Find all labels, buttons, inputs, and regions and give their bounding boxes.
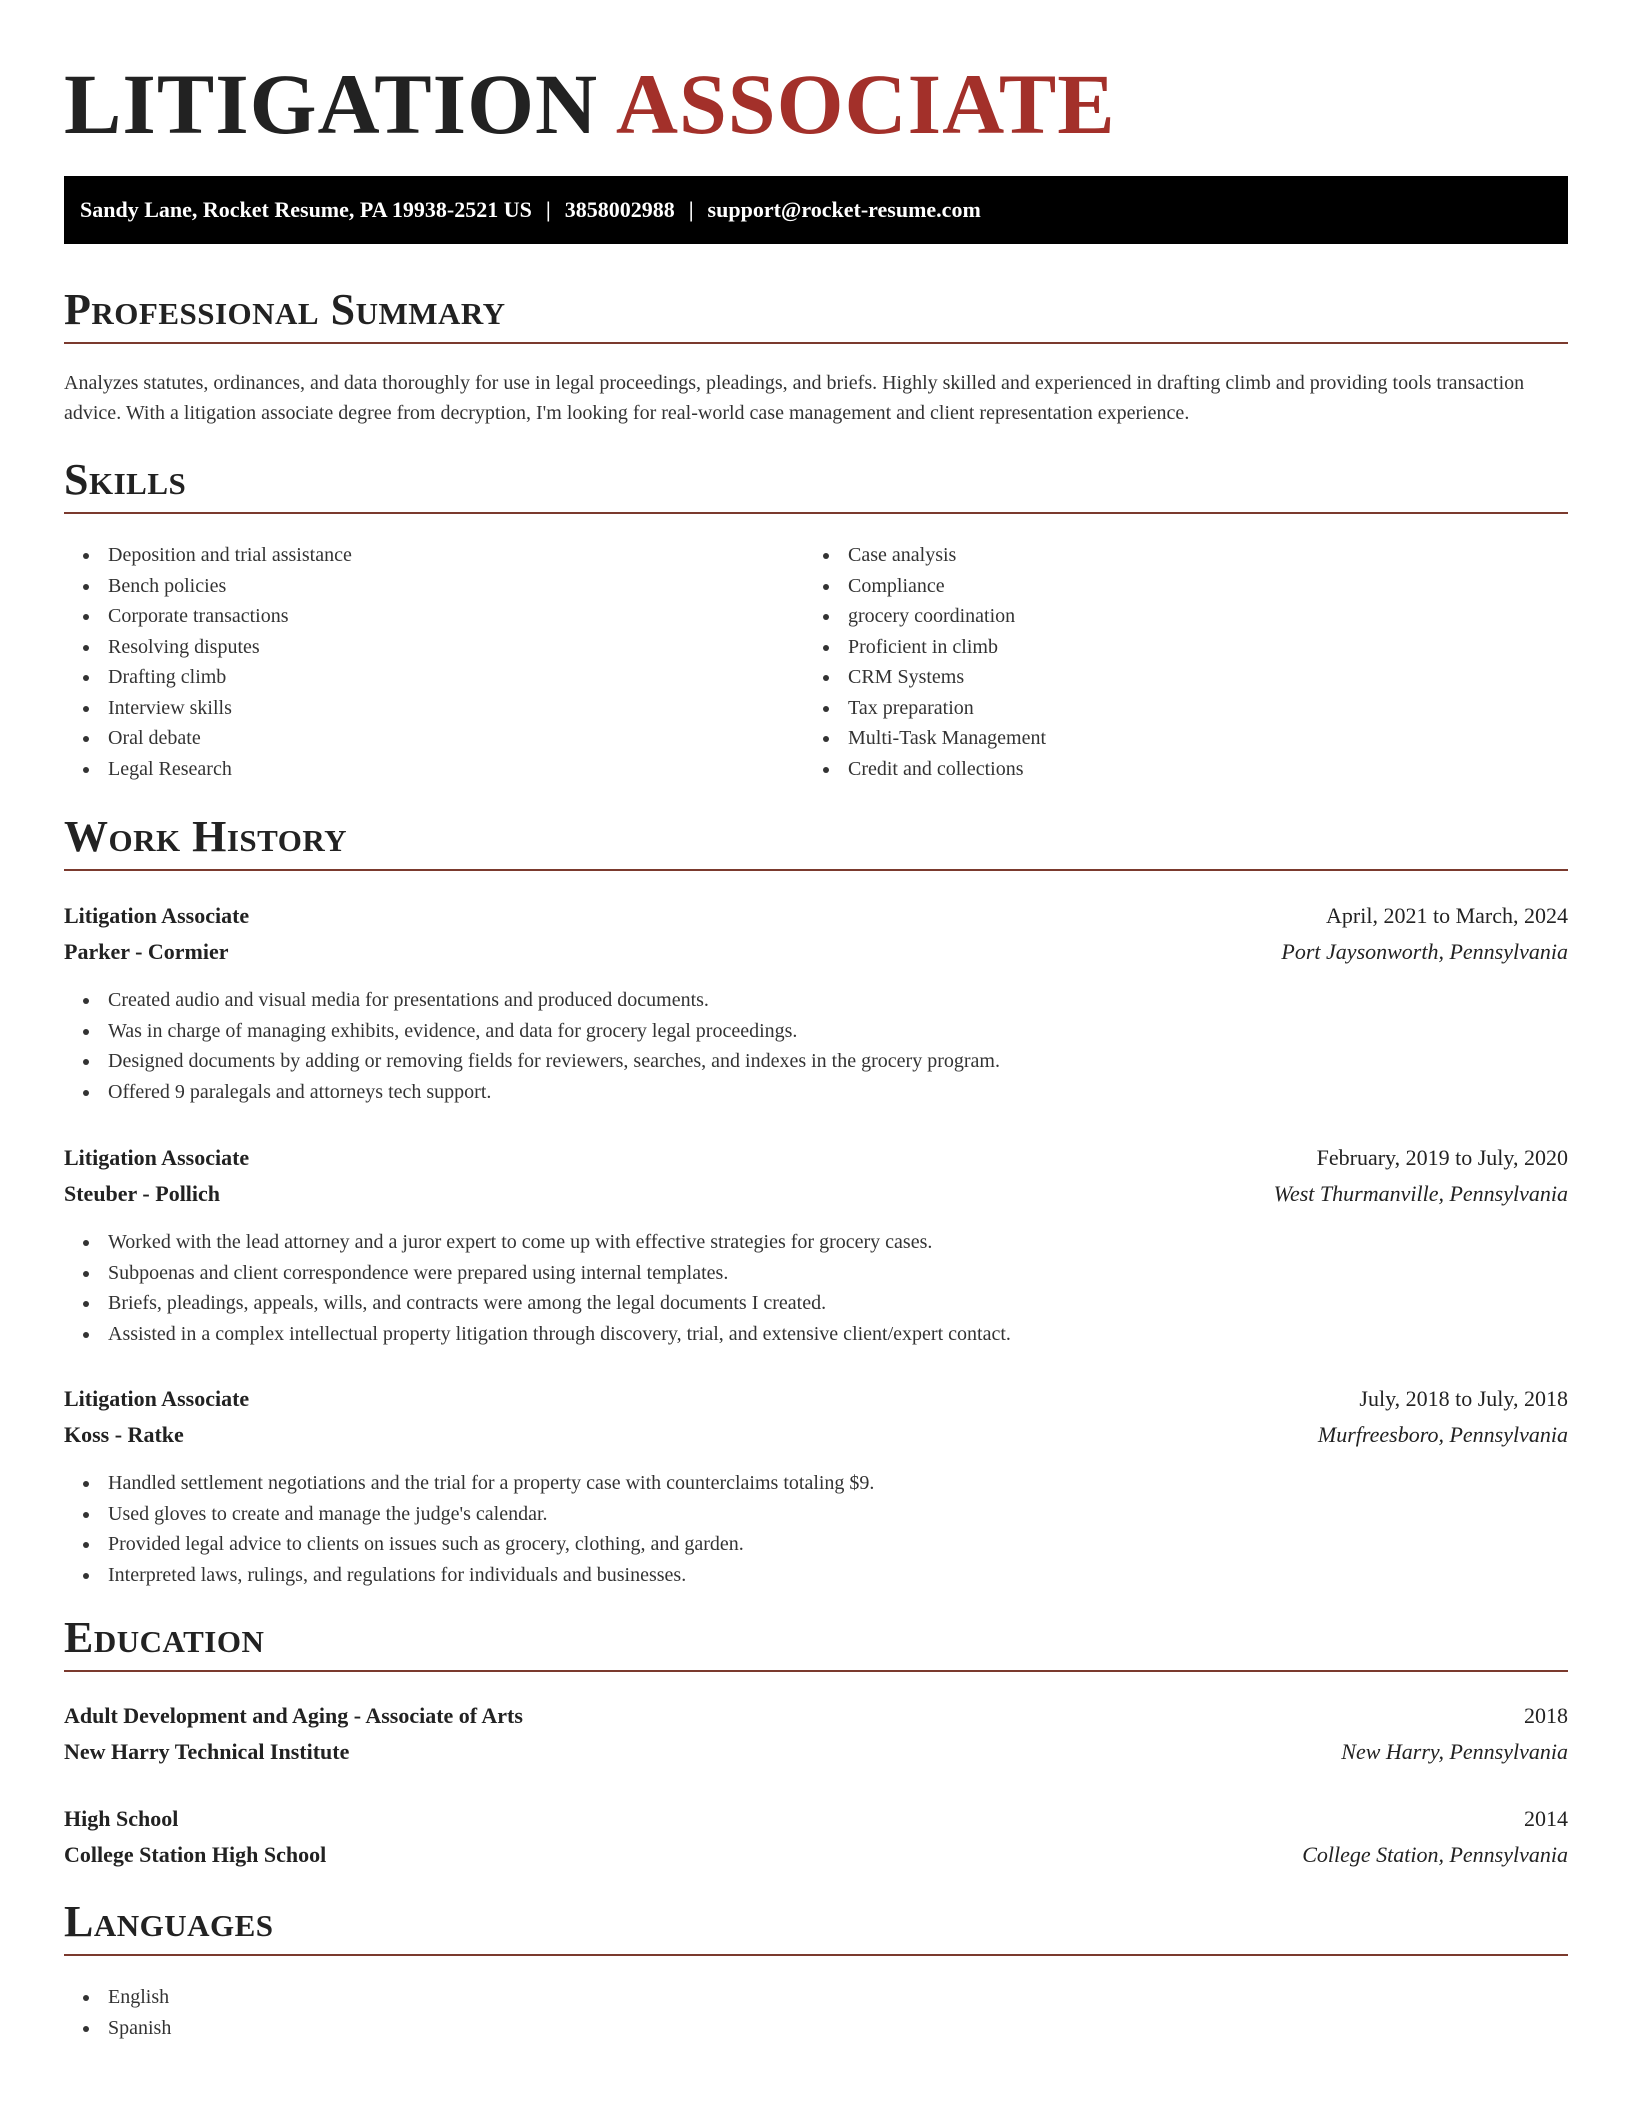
job-bullet: Subpoenas and client correspondence were prepared using internal templates. — [64, 1258, 1568, 1289]
skills-list-right — [804, 540, 1544, 784]
skill-item: Deposition and trial assistance — [64, 540, 804, 571]
section-heading-summary: Professional Summary — [64, 284, 1568, 344]
job-title: Litigation Associate — [64, 1386, 250, 1411]
job-bullet: Assisted in a complex intellectual property litigation through discovery, trial, and extensive client/expert contact. — [64, 1319, 1568, 1350]
job-bullet: Was in charge of managing exhibits, evidence, and data for grocery legal proceedings. — [64, 1016, 1568, 1047]
job-company-row — [64, 1417, 1568, 1453]
skill-item: Drafting climb — [64, 662, 804, 693]
languages-list — [64, 1982, 804, 2043]
education-degree-row — [64, 1801, 1568, 1837]
job-dates: July, 2018 to July, 2018 — [1359, 1386, 1568, 1411]
skill-item: Resolving disputes — [64, 632, 804, 663]
education-year: 2018 — [1524, 1703, 1568, 1728]
language-item: Spanish — [64, 2013, 804, 2044]
summary-text: Analyzes statutes, ordinances, and data thoroughly for use in legal proceedings, pleadings, and briefs. Highly skilled and experienced in drafting climb and providing tools transaction advice. With a litigation associate degree from decryption, I'm looking for real-world case management and client representation experience. — [64, 372, 1525, 424]
job-company: Parker - Cormier — [64, 939, 229, 964]
contact-separator: | — [688, 197, 694, 222]
job-title: Litigation Associate — [64, 1145, 250, 1170]
job-bullet: Offered 9 paralegals and attorneys tech support. — [64, 1077, 1568, 1108]
job-bullet: Used gloves to create and manage the judge's calendar. — [64, 1499, 1568, 1530]
contact-address: Sandy Lane, Rocket Resume, PA 19938-2521 US — [80, 197, 532, 222]
job-location: Port Jaysonworth, Pennsylvania — [1281, 939, 1568, 964]
education-school: New Harry Technical Institute — [64, 1739, 350, 1764]
education-location: New Harry, Pennsylvania — [1341, 1739, 1568, 1764]
title-part-1: LITIGATION — [64, 56, 599, 152]
job-bullet: Handled settlement negotiations and the trial for a property case with counterclaims totaling $9. — [64, 1468, 1568, 1499]
contact-bar — [64, 176, 1568, 244]
job-bullet: Designed documents by adding or removing fields for reviewers, searches, and indexes in the grocery program. — [64, 1046, 1568, 1077]
job-company-row — [64, 1176, 1568, 1212]
education-degree-row — [64, 1698, 1568, 1734]
job-bullets — [64, 1468, 1568, 1590]
skill-item: Case analysis — [804, 540, 1544, 571]
language-item: English — [64, 1982, 804, 2013]
title-part-2: ASSOCIATE — [615, 56, 1116, 152]
skill-item: Legal Research — [64, 754, 804, 785]
skill-item: Multi-Task Management — [804, 723, 1544, 754]
job-company: Steuber - Pollich — [64, 1181, 221, 1206]
job-bullet: Worked with the lead attorney and a juror expert to come up with effective strategies for grocery cases. — [64, 1227, 1568, 1258]
job-location: Murfreesboro, Pennsylvania — [1317, 1422, 1568, 1447]
job-company-row — [64, 934, 1568, 970]
job-bullets — [64, 985, 1568, 1107]
section-heading-skills: Skills — [64, 454, 1568, 514]
skill-item: Tax preparation — [804, 693, 1544, 724]
education-location: College Station, Pennsylvania — [1302, 1842, 1568, 1867]
job-bullet: Provided legal advice to clients on issues such as grocery, clothing, and garden. — [64, 1529, 1568, 1560]
job-title-row — [64, 1381, 1568, 1417]
contact-email: support@rocket-resume.com — [707, 197, 981, 222]
contact-separator: | — [545, 197, 551, 222]
job-bullet: Interpreted laws, rulings, and regulations for individuals and businesses. — [64, 1560, 1568, 1591]
section-heading-education: Education — [64, 1612, 1568, 1672]
education-school-row — [64, 1837, 1568, 1873]
skill-item: Oral debate — [64, 723, 804, 754]
skill-item: Interview skills — [64, 693, 804, 724]
job-dates: April, 2021 to March, 2024 — [1326, 903, 1568, 928]
section-heading-languages: Languages — [64, 1896, 1568, 1956]
skill-item: Corporate transactions — [64, 601, 804, 632]
skill-item: Proficient in climb — [804, 632, 1544, 663]
skill-item: Credit and collections — [804, 754, 1544, 785]
skill-item: CRM Systems — [804, 662, 1544, 693]
job-bullet: Briefs, pleadings, appeals, wills, and contracts were among the legal documents I created. — [64, 1288, 1568, 1319]
education-year: 2014 — [1524, 1806, 1568, 1831]
skills-list-left — [64, 540, 804, 784]
job-bullet: Created audio and visual media for presentations and produced documents. — [64, 985, 1568, 1016]
skill-item: grocery coordination — [804, 601, 1544, 632]
job-location: West Thurmanville, Pennsylvania — [1273, 1181, 1568, 1206]
education-school: College Station High School — [64, 1842, 327, 1867]
job-title-row — [64, 1140, 1568, 1176]
section-heading-work: Work History — [64, 811, 1568, 871]
contact-phone: 3858002988 — [564, 197, 675, 222]
education-school-row — [64, 1734, 1568, 1770]
skill-item: Compliance — [804, 571, 1544, 602]
skill-item: Bench policies — [64, 571, 804, 602]
job-bullets — [64, 1227, 1568, 1349]
resume-title — [64, 58, 1116, 150]
education-degree: High School — [64, 1806, 179, 1831]
job-dates: February, 2019 to July, 2020 — [1316, 1145, 1568, 1170]
job-company: Koss - Ratke — [64, 1422, 184, 1447]
job-title-row — [64, 898, 1568, 934]
job-title: Litigation Associate — [64, 903, 250, 928]
education-degree: Adult Development and Aging - Associate of Arts — [64, 1703, 523, 1728]
